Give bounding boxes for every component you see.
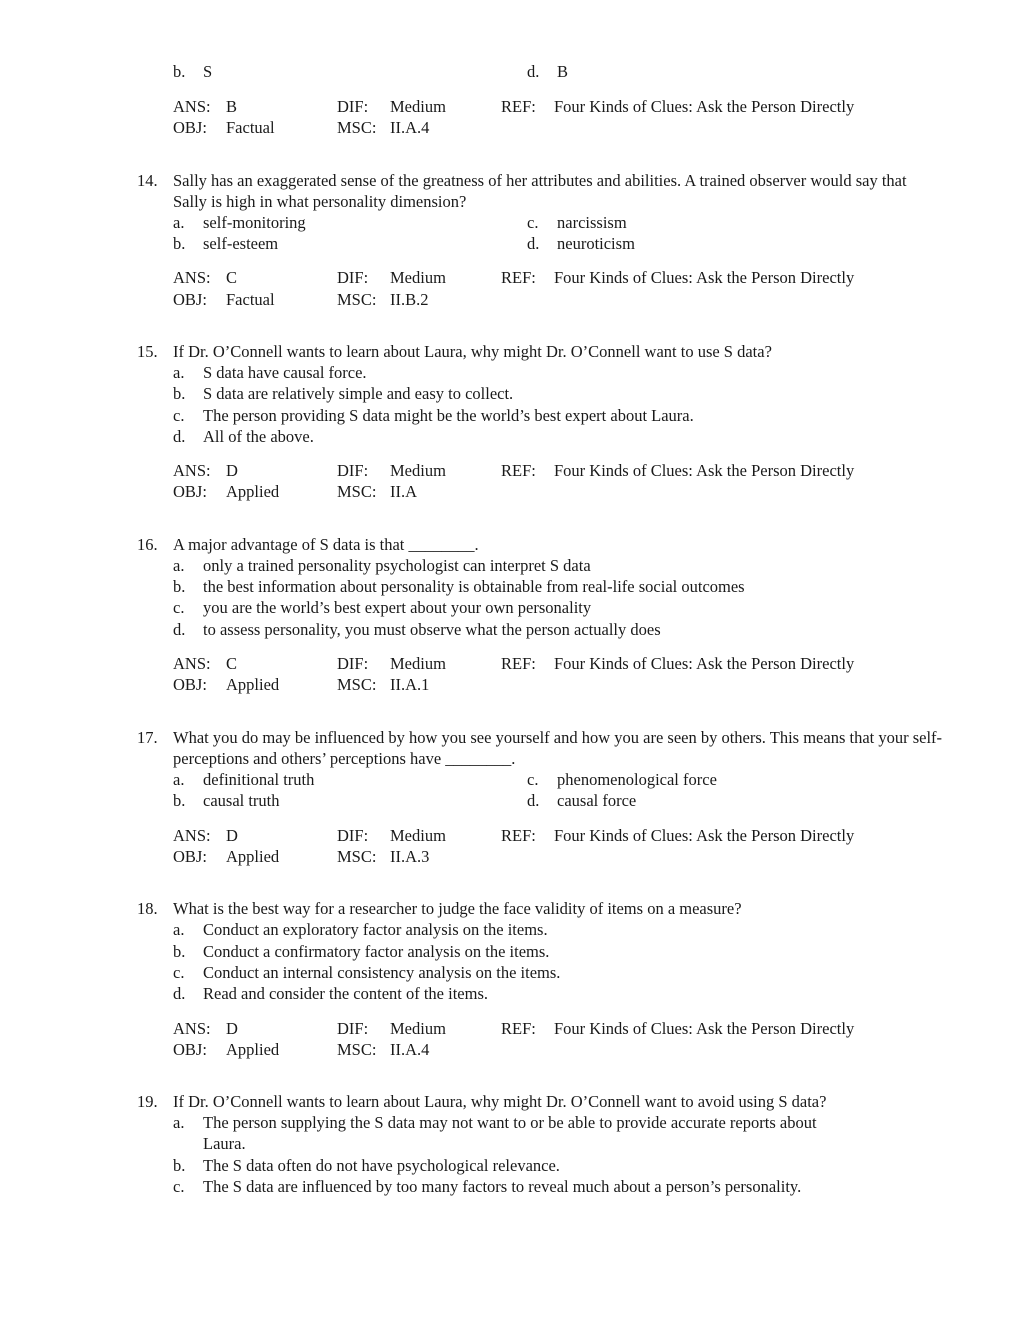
option-text: Read and consider the content of the items. — [203, 984, 488, 1003]
option-text: Conduct an internal consistency analysis on the items. — [203, 963, 561, 982]
option-text: Conduct a confirmatory factor analysis on the items. — [203, 942, 550, 961]
question-text: If Dr. O’Connell wants to learn about Laura, why might Dr. O’Connell want to avoid using S data? — [173, 1092, 827, 1111]
question-text: If Dr. O’Connell wants to learn about Laura, why might Dr. O’Connell want to use S data? — [173, 342, 772, 361]
option-letter: c. — [173, 963, 185, 982]
msc-value: II.A.4 — [390, 118, 430, 137]
dif-label: DIF: — [337, 654, 369, 673]
dif-label: DIF: — [337, 826, 369, 845]
option-letter: d. — [173, 984, 186, 1003]
ref-value: Four Kinds of Clues: Ask the Person Directly — [554, 268, 855, 287]
msc-label: MSC: — [337, 847, 377, 866]
msc-value: II.A — [390, 482, 418, 501]
option-text: causal force — [557, 791, 637, 810]
option-text: only a trained personality psychologist can interpret S data — [203, 556, 591, 575]
option-letter: c. — [173, 1177, 185, 1196]
ref-value: Four Kinds of Clues: Ask the Person Directly — [554, 654, 855, 673]
ref-label: REF: — [501, 654, 536, 673]
option-text: phenomenological force — [557, 770, 717, 789]
option-text: self-monitoring — [203, 213, 306, 232]
obj-label: OBJ: — [173, 675, 207, 694]
obj-value: Applied — [226, 482, 280, 501]
option-letter: d. — [527, 234, 540, 253]
msc-value: II.B.2 — [390, 290, 429, 309]
ref-label: REF: — [501, 268, 536, 287]
msc-value: II.A.3 — [390, 847, 430, 866]
obj-value: Applied — [226, 847, 280, 866]
msc-value: II.A.1 — [390, 675, 430, 694]
ans-label: ANS: — [173, 268, 211, 287]
ans-label: ANS: — [173, 654, 211, 673]
ans-label: ANS: — [173, 97, 211, 116]
ref-label: REF: — [501, 461, 536, 480]
msc-label: MSC: — [337, 675, 377, 694]
ref-value: Four Kinds of Clues: Ask the Person Directly — [554, 461, 855, 480]
msc-label: MSC: — [337, 1040, 377, 1059]
option-letter: b. — [173, 234, 186, 253]
obj-value: Applied — [226, 1040, 280, 1059]
ref-value: Four Kinds of Clues: Ask the Person Directly — [554, 97, 855, 116]
obj-label: OBJ: — [173, 482, 207, 501]
dif-value: Medium — [390, 461, 446, 480]
option-letter: d. — [173, 427, 186, 446]
option-letter: a. — [173, 556, 185, 575]
option-letter: d. — [527, 62, 540, 81]
option-letter: a. — [173, 920, 185, 939]
option-text: self-esteem — [203, 234, 279, 253]
option-text: S data are relatively simple and easy to collect. — [203, 384, 514, 403]
question-number: 18. — [137, 899, 158, 918]
option-text: The person supplying the S data may not want to or be able to provide accurate reports about Laura. — [203, 1113, 817, 1153]
ref-label: REF: — [501, 826, 536, 845]
msc-label: MSC: — [337, 482, 377, 501]
ans-label: ANS: — [173, 461, 211, 480]
ans-label: ANS: — [173, 1019, 211, 1038]
ans-value: B — [226, 97, 238, 116]
option-text: definitional truth — [203, 770, 315, 789]
option-text: The S data are influenced by too many factors to reveal much about a person’s personality. — [203, 1177, 802, 1196]
msc-label: MSC: — [337, 290, 377, 309]
ans-value: D — [226, 1019, 238, 1038]
option-letter: b. — [173, 942, 186, 961]
dif-label: DIF: — [337, 1019, 369, 1038]
option-letter: c. — [527, 770, 539, 789]
option-letter: a. — [173, 213, 185, 232]
option-text: S — [203, 62, 213, 81]
dif-value: Medium — [390, 1019, 446, 1038]
option-letter: b. — [173, 62, 186, 81]
ref-label: REF: — [501, 1019, 536, 1038]
ans-label: ANS: — [173, 826, 211, 845]
option-text: the best information about personality is obtainable from real-life social outcomes — [203, 577, 745, 596]
option-letter: d. — [173, 620, 186, 639]
ans-value: D — [226, 826, 238, 845]
option-letter: c. — [173, 406, 185, 425]
option-text: The S data often do not have psychological relevance. — [203, 1156, 560, 1175]
option-text: Conduct an exploratory factor analysis on the items. — [203, 920, 548, 939]
question-number: 17. — [137, 728, 158, 747]
option-letter: a. — [173, 1113, 185, 1132]
dif-value: Medium — [390, 826, 446, 845]
obj-label: OBJ: — [173, 118, 207, 137]
obj-value: Applied — [226, 675, 280, 694]
question-text: A major advantage of S data is that ________. — [173, 535, 479, 554]
dif-value: Medium — [390, 97, 446, 116]
option-text: causal truth — [203, 791, 280, 810]
question-text: What is the best way for a researcher to judge the face validity of items on a measure? — [173, 899, 742, 918]
obj-value: Factual — [226, 118, 275, 137]
question-text: What you do may be influenced by how you see yourself and how you are seen by others. This means that your self-perceptions and others’ perceptions have ________. — [173, 728, 943, 768]
option-text: narcissism — [557, 213, 627, 232]
option-letter: c. — [527, 213, 539, 232]
dif-label: DIF: — [337, 97, 369, 116]
msc-label: MSC: — [337, 118, 377, 137]
question-number: 14. — [137, 171, 158, 190]
option-letter: d. — [527, 791, 540, 810]
ans-value: C — [226, 654, 238, 673]
option-letter: a. — [173, 363, 185, 382]
question-number: 16. — [137, 535, 158, 554]
option-text: you are the world’s best expert about your own personality — [203, 598, 592, 617]
dif-value: Medium — [390, 654, 446, 673]
option-letter: b. — [173, 791, 186, 810]
option-letter: b. — [173, 1156, 186, 1175]
option-text: B — [557, 62, 569, 81]
ref-label: REF: — [501, 97, 536, 116]
option-text: neuroticism — [557, 234, 635, 253]
question-text: Sally has an exaggerated sense of the greatness of her attributes and abilities. A trained observer would say that Sally is high in what personality dimension? — [173, 171, 907, 211]
question-number: 15. — [137, 342, 158, 361]
obj-label: OBJ: — [173, 290, 207, 309]
obj-label: OBJ: — [173, 847, 207, 866]
dif-label: DIF: — [337, 461, 369, 480]
ref-value: Four Kinds of Clues: Ask the Person Directly — [554, 1019, 855, 1038]
option-letter: b. — [173, 384, 186, 403]
option-letter: c. — [173, 598, 185, 617]
option-letter: a. — [173, 770, 185, 789]
question-number: 19. — [137, 1092, 158, 1111]
ans-value: C — [226, 268, 238, 287]
option-text: All of the above. — [203, 427, 314, 446]
dif-value: Medium — [390, 268, 446, 287]
ans-value: D — [226, 461, 238, 480]
dif-label: DIF: — [337, 268, 369, 287]
option-text: The person providing S data might be the world’s best expert about Laura. — [203, 406, 694, 425]
msc-value: II.A.4 — [390, 1040, 430, 1059]
obj-value: Factual — [226, 290, 275, 309]
option-letter: b. — [173, 577, 186, 596]
option-text: to assess personality, you must observe what the person actually does — [203, 620, 661, 639]
option-text: S data have causal force. — [203, 363, 367, 382]
obj-label: OBJ: — [173, 1040, 207, 1059]
ref-value: Four Kinds of Clues: Ask the Person Directly — [554, 826, 855, 845]
